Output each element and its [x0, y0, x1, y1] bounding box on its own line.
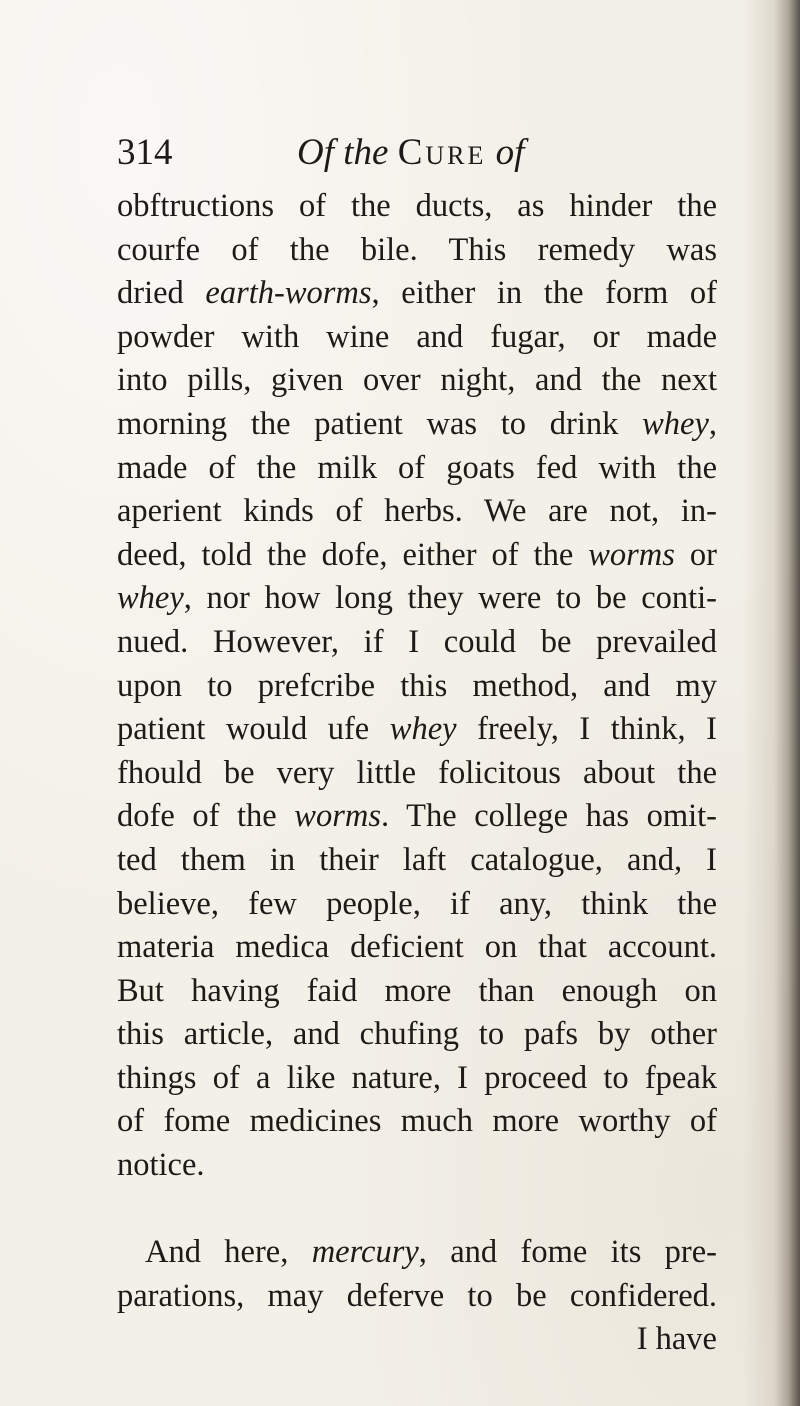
- running-head-the: the: [343, 132, 389, 173]
- text-line: this article, and chufing to pafs by other: [117, 1016, 717, 1053]
- text-line: dofe of the worms. The college has omit-: [117, 798, 717, 835]
- text-line: aperient kinds of herbs. We are not, in-: [117, 493, 717, 530]
- text-line: powder with wine and fugar, or made: [117, 318, 717, 355]
- text-line: materia medica deficient on that account.: [117, 929, 717, 966]
- text-line: ted them in their laft catalogue, and, I: [117, 841, 717, 878]
- text-line: courfe of the bile. This remedy was: [117, 231, 717, 268]
- body-text: [117, 185, 717, 1362]
- text-line: parations, may deferve to be confidered.: [117, 1277, 717, 1314]
- running-head-of-2: of: [495, 132, 525, 173]
- text-line: into pills, given over night, and the next: [117, 362, 717, 399]
- text-line: whey, nor how long they were to be conti-: [117, 580, 717, 617]
- text-line: fhould be very little folicitous about the: [117, 754, 717, 791]
- page-header: [117, 128, 717, 178]
- text-line: But having faid more than enough on: [117, 972, 717, 1009]
- page-gutter-shadow: [742, 0, 800, 1406]
- page-number: 314: [117, 132, 173, 173]
- text-line: nued. However, if I could be prevailed: [117, 623, 717, 660]
- running-head-cure: Cure: [397, 132, 487, 173]
- text-line: of fome medicines much more worthy of: [117, 1103, 717, 1140]
- running-head-of: Of: [297, 132, 334, 173]
- running-head: [297, 128, 524, 178]
- text-line: made of the milk of goats fed with the: [117, 449, 717, 486]
- text-line: obftructions of the ducts, as hinder the: [117, 188, 717, 224]
- text-line: dried earth-worms, either in the form of: [117, 275, 717, 312]
- text-line: notice.: [117, 1147, 205, 1184]
- text-line: upon to prefcribe this method, and my: [117, 667, 717, 704]
- text-line: believe, few people, if any, think the: [117, 885, 717, 922]
- catchword: I have: [636, 1321, 717, 1358]
- text-line: deed, told the dofe, either of the worms or: [117, 536, 717, 573]
- text-line: things of a like nature, I proceed to fpeak: [117, 1059, 717, 1096]
- text-line: And here, mercury, and fome its pre-: [145, 1234, 717, 1271]
- paragraph-gap: [117, 1188, 717, 1232]
- text-line: patient would ufe whey freely, I think, I: [117, 711, 718, 748]
- text-line: morning the patient was to drink whey,: [117, 405, 717, 442]
